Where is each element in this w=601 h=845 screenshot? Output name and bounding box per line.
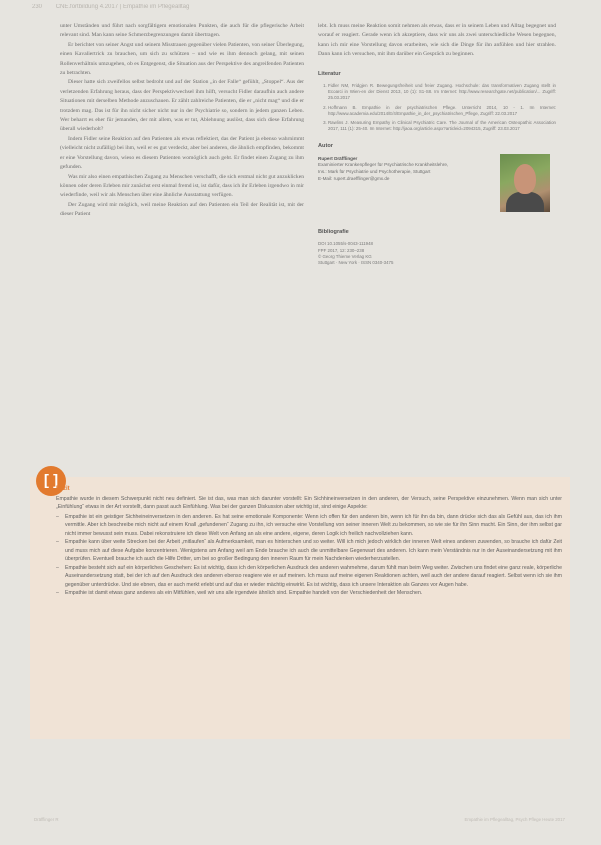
author-photo xyxy=(500,154,550,212)
author-line: Examinierter Krankenpfleger für Psychiatrische Krankheitslehre, xyxy=(318,162,449,168)
footer-right: Empathie im Pflegealltag, Psych Pflege Heute 2017 xyxy=(464,817,565,822)
author-box xyxy=(318,156,556,218)
author-name: Rupert Dräfflinger xyxy=(318,155,358,161)
bibliography-line: Stuttgart · New York · ISSN 0340-3475 xyxy=(318,260,394,266)
fazit-list-item: – Empathie ist ein geistiger Sichheineinversetzen in den anderen. Es hat seine emotionale Komponente: Wenn ich offen für den anderen bin, wenn ich für ihn da bin, dann drücke sich das als Gefühl aus, das ich ihm vermittle. Aber ich beschreibe mich nicht auf einem Knall „gefundenen“ Zugang zu ihn, ich versuche eine Vorstellung von seiner inneren Welt zu bekommen, so wie sie für ihn Sinn macht. Ein Sinn, der ihm selbst gar nicht immer bewusst sein muss. Dabei rekonstruiere ich diese Welt von Anfang an als eine andere, eigene, deren Logik ich freilich nachvollziehen kann. xyxy=(56,513,562,539)
literature-list xyxy=(318,83,556,132)
author-line: Ins.: Mark für Psychiatrie und Psychotherapie, Stuttgart xyxy=(318,169,431,175)
left-paragraph-5: Was mir also einen empathischen Zugang zu Menschen verschafft, die sich erstmal nicht gut anzuklicken können oder deren Erleben mir zunächst erst einmal fremd ist, ist dafür, dass ich ihr Erleben irgendwo in mir wiederfinde, weil wir als Menschen über eine ähnliche Ausstattung verfügen. xyxy=(60,173,304,199)
literature-item: 1. Fidler NM, Fridgjen R. Bewegungsfreiheit und freier Zugang. Hochschule: das transformativen Zugang stellt in Ecoarci in Wien-en der Dienst 2013, 10 (1): S1-S8. Im Internet: http://www.researchgate.net/publication/... Zugriff: 25.03.2017 xyxy=(328,83,556,102)
right-paragraph-1: lebt. Ich muss meine Reaktion somit nehmen als etwas, dass er in seinem Leben und Alltag begegnet und worauf er reagiert. Gerade wenn ich akzeptiere, dass wir uns als zwei unterschiedliche Wesen begegnen, kann ich mir eine Vorstellung davon erarbeiten, wie sich die Dinge für ihn anfühlen und hier strahlen. Dann kann ich versuchen, mit ihm darüber ein Gespräch zu beginnen. xyxy=(318,23,556,58)
header-title: CNE.fortbildung 4.2017 | Empathie im Pflegealltag xyxy=(55,4,190,10)
left-paragraph-1: unter Umständen und führt nach sorgfältigem emotionalen Punkten, die auch für die pflegerische Arbeit relevant sind. Man kann seine Schmerzbegrenzungen damit übertragen. xyxy=(60,23,304,39)
left-paragraph-2: Er berichtet von seiner Angst und seinem Misstrauen gegenüber vielen Patienten, von seiner Überlegung, einen Kavaliertrick zu brauchen, um sich zu schützen – und wie es ihm dennoch gelang, mit seinen Rollenverhältnis umzugehen, ob es Entgegenst, die Situation aus der Perspektive des angreifenden Patienten zu betrachten. xyxy=(60,41,304,77)
author-info xyxy=(318,156,468,182)
left-paragraph-6: Der Zugang wird mir möglich, weil meine Reaktion auf den Patienten ein Teil der Realität ist, mit der dieser Patient xyxy=(60,201,304,218)
author-heading: Autor xyxy=(318,143,333,150)
photo-shirt xyxy=(506,192,544,212)
fazit-list-item: – Empathie kann über weite Strecken bei der Arbeit „mitlaufen“ als Aufmerksamkeit, man es hinterschen und so weiter. Will ich mich jedoch wirklich der inneren Welt eines anderen zuwenden, so brauche ich dafür Zeit und muss mich auf diese Aufgabe konzentrieren. Wenigstens am Anfang weil am Ende brauche ich auch die unmittelbare Gegenwart des anderen. Ich kann mein Verständnis nur in der Auseinandersetzung mit ihm überprüfen. Eventuell brauche ich auch die Hilfe Dritter, um bei so großer Bedingung den inneren Raum für mein Nachdenken wiederherzustellen. xyxy=(56,538,562,564)
page-header xyxy=(32,4,572,18)
fazit-bracket-icon: [ ] xyxy=(36,466,66,496)
bibliography-line: DOI 10.1055/s-0043-111948 xyxy=(318,241,374,247)
left-paragraph-4: Indem Fidler seine Reaktion auf den Patienten als etwas reflektiert, das der Patient ja ebenso wahrnimmt (vielleicht nicht zufällig) bei ihm, weil er es gut verdeckt, aber bei anderen, die ähnlich empfinden, bekommt er eine Vorstellung davon, wieso es diesem Patienten womöglich auch geht. Er findet einen Zugang zu ihm gefunden. xyxy=(60,135,304,171)
fazit-list-item: – Empathie ist damit etwas ganz anderes als ein Mitfühlen, weil wir uns alle irgendwie ähnlich sind. Empathie handelt von der Verschiedenheit der Menschen. xyxy=(56,589,562,598)
bibliography-line: © Georg Thieme Verlag KG xyxy=(318,254,372,260)
photo-face xyxy=(514,164,536,194)
literature-item: 3. Rawlins J. Measuring Empathy in Clinical Psychiatric Care. The Journal of the American Osteopathic Association 2017, 111 (1): 25-40. Im Internet: http://jaoa.org/article.aspx?articleid=2094315, Zugriff: 23.03.2017 xyxy=(328,120,556,132)
bibliography xyxy=(318,241,556,267)
left-paragraph-3: Dieser hatte sich zweifellos selbst bedroht und auf der Station „in der Falle“ gefühlt, „Stoppel“. Aus der verletzenden Erfahrung heraus, dass der Perspektivwechsel ihm hilft, versucht Fidler daraufhin auch andere Situationen mit derselben Methode anzuschauen. Er zählt zahlreiche Patienten, die er „nicht mag“ und die er trotzdem mag. Das ist für ihn nicht sicher nicht nur in der Psychiatrie so, sondern in jedem ganzen Leben. Wer beharrt es eher für jemanden, der mit allem, was er tut, Ablehnung auslöst, dass sich diese Erfahrung überall wiederholt? xyxy=(60,79,304,133)
footer-left: Dräfflinger R xyxy=(34,817,59,822)
fazit-title: Fazit xyxy=(56,486,70,492)
bibliography-heading: Bibliografie xyxy=(318,228,349,235)
author-email: E-Mail: rupert.draefflinger@gmx.de xyxy=(318,175,390,181)
fazit-list-item: – Empathie besteht sich auf ein körperliches Geschehen: Es ist wichtig, dass ich den körperlichen Ausdruck des anderen wahrnehme, darum fühlt man beim Weg weiter. Zwischen uns findet eine ganz reale, körperliche Auseinandersetzung statt, bei der ich auf den Ausdruck des anderen ebenso reagiere wie er auf meinen. Ich muss auf meine eigenen Reaktionen achten, weil auch der andere darauf reagiert. Selbst wenn ich sie ihm gegenüber unterdrücke. Und sie ebnen, das er auch merkt erlebt und auf das er wieder mächtig einwirkt. Es ist wichtig, dass ich unsere Interaktion als Ganzes vor Augen habe. xyxy=(56,564,562,590)
literature-item: 2. Hoffmann B. Empathie in der psychiatrischen Pflege. Unterricht 2014, 10 - 1. Im Internet: http://www.academia.edu/2014/E/4/Empathie_in_der_psychiatrischen_Pflege, Zugriff: 22.03.2017 xyxy=(328,105,556,117)
right-column xyxy=(318,22,556,480)
fazit-list xyxy=(56,513,562,598)
bibliography-line: FPF 2017, 12: 230–238 xyxy=(318,247,365,253)
left-column xyxy=(60,22,304,480)
fazit-content xyxy=(56,485,562,735)
fazit-intro: Empathie wurde in diesem Schwerpunkt nicht neu definiert. Sie ist das, was man sich darunter vorstellt: Ein Sichhineinversetzen in den anderen, der Versuch, seine Perspektive einzunehmen. Wenn man sich unter „Einfühlung“ etwas in der Art vorstellt, dann passt auch Einfühlung. Was bei der ganzen Diskussion aber wichtig ist, sind einige Aspekte: xyxy=(56,495,562,510)
literature-heading: Literatur xyxy=(318,70,341,77)
page-number: 230 xyxy=(32,4,43,10)
